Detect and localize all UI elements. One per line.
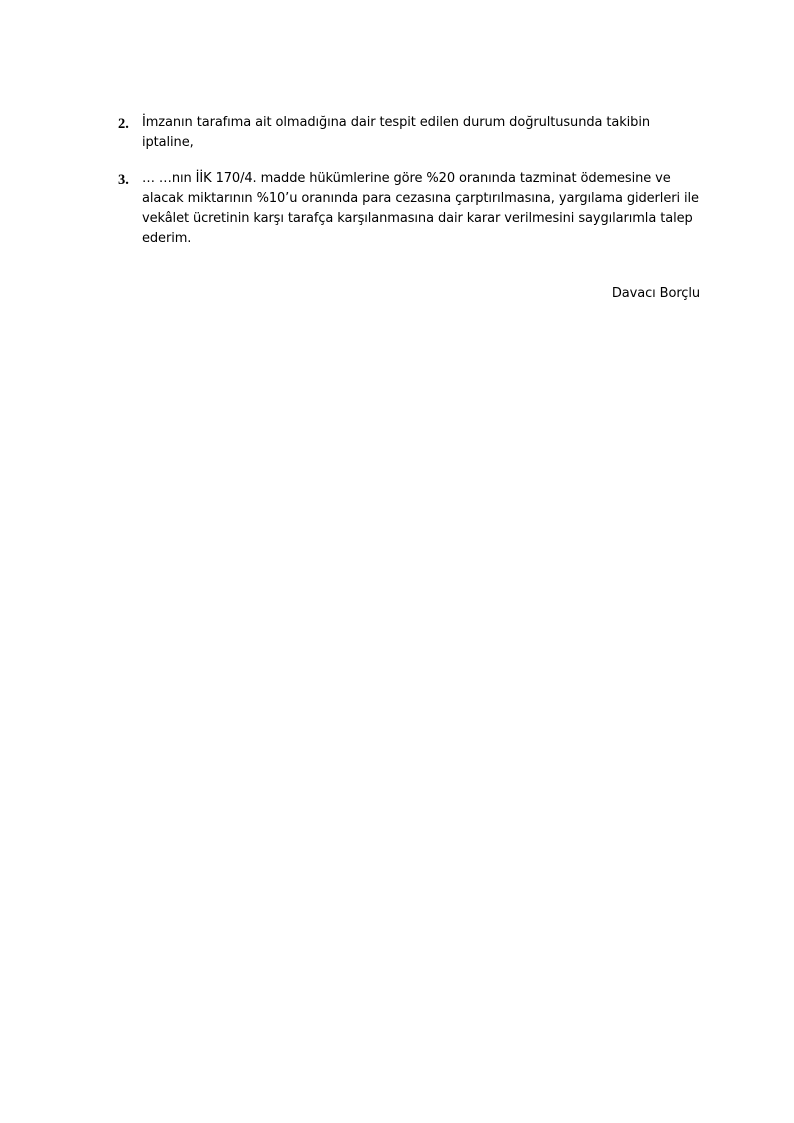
signature-label: Davacı Borçlu bbox=[611, 286, 700, 301]
item-text: … …nın İİK 170/4. madde hükümlerine göre %20 oranında tazminat ödemesine ve alacak miktarının %10’u oranında para cezasına çarptırılmasına, yargılama giderleri ile vekâlet ücretinin karşı tarafça karşılanmasına dair karar verilmesini saygılarımla talep ederim. bbox=[142, 171, 699, 246]
item-text: İmzanın tarafıma ait olmadığına dair tespit edilen durum doğrultusunda takibin iptaline, bbox=[142, 115, 650, 150]
item-number: 3. bbox=[118, 172, 129, 188]
item-number: 2. bbox=[118, 116, 129, 132]
